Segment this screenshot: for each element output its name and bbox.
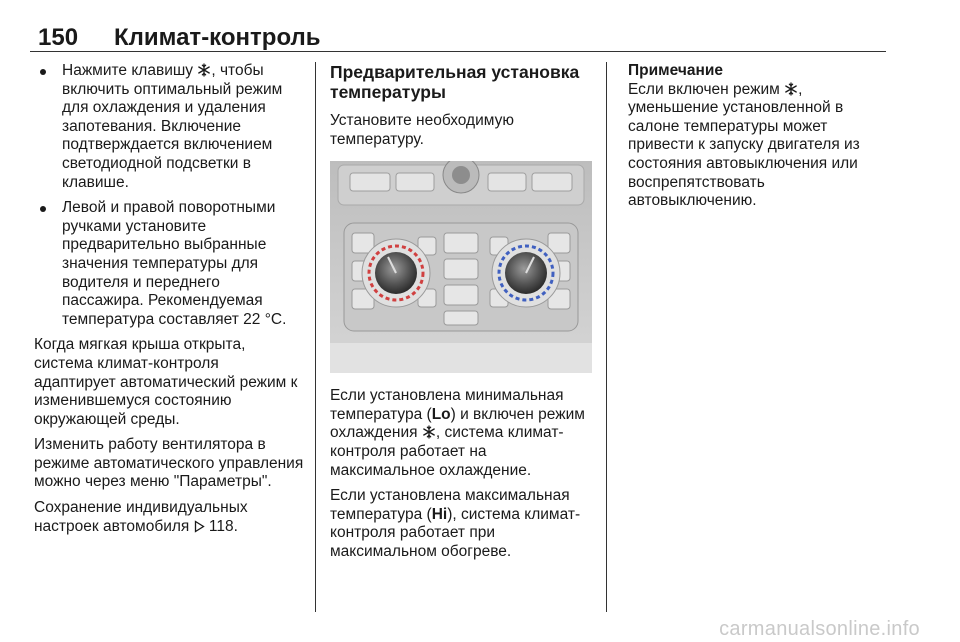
paragraph-text: Если включен режим (628, 80, 780, 98)
snowflake-icon (197, 63, 211, 77)
snowflake-icon (422, 425, 436, 439)
page-reference-link[interactable]: 118. (208, 517, 238, 535)
hi-label: Hi (431, 505, 448, 523)
paragraph (330, 487, 594, 561)
watermark: carmanualsonline.info (719, 618, 920, 640)
paragraph: Установите необходимую температуру. (330, 112, 514, 148)
paragraph (34, 499, 304, 536)
column-right (628, 62, 886, 218)
bullet-text-before: Нажмите клавишу (62, 62, 194, 79)
header-rule (30, 51, 886, 52)
paragraph-text: Если установлена минимальная температура ( (330, 387, 564, 423)
page-number: 150 (38, 24, 79, 51)
column-middle (330, 62, 594, 569)
bullet-item (34, 62, 304, 192)
bullet-text-after: , чтобы включить оптимальный режим для охлаждения и удаления запотевания. Включение подтверждается включением светодиодной подсветки в клавише. (62, 62, 283, 191)
paragraph: Когда мягкая крыша открыта, система климат-контроля адаптирует автоматический режим к изменившемуся состоянию окружающей среды. (34, 336, 298, 428)
paragraph: Изменить работу вентилятора в режиме автоматического управления можно через меню "Параметры". (34, 436, 304, 491)
paragraph (330, 387, 594, 480)
column-divider (315, 62, 316, 612)
lo-label: Lo (431, 405, 451, 423)
paragraph-text: , система климат-контроля работает на максимальное охлаждение. (330, 424, 564, 479)
paragraph-text: , уменьшение установленной в салоне температуры может привести к запуску двигателя из состояния автовыключения или воспрепятствовать автовыключению. (628, 80, 860, 210)
paragraph-text: ) и включен режим охлаждения (330, 405, 585, 442)
bullet-dot (40, 206, 46, 212)
snowflake-icon (784, 82, 798, 96)
paragraph-text: Если установлена максимальная температура ( (330, 487, 570, 523)
bullet-text: Левой и правой поворотными ручками установите предварительно выбранные значения температуры для водителя и переднего пассажира. Рекомендуемая температура составляет 22 °C. (62, 199, 287, 328)
paragraph-text: Сохранение индивидуальных настроек автомобиля (34, 499, 248, 535)
section-heading: Предварительная установка температуры (330, 62, 580, 102)
page-title: Климат-контроль (114, 24, 321, 51)
paragraph-text: ), система климат-контроля работает при максимальном обогреве. (330, 505, 581, 560)
note-title: Примечание (628, 62, 723, 79)
column-divider (606, 62, 607, 612)
note-text (628, 81, 886, 211)
bullet-item (34, 199, 304, 329)
climate-control-panel-photo (330, 161, 592, 373)
ref-arrow-icon (194, 520, 205, 533)
column-left (34, 62, 304, 543)
bullet-dot (40, 69, 46, 75)
